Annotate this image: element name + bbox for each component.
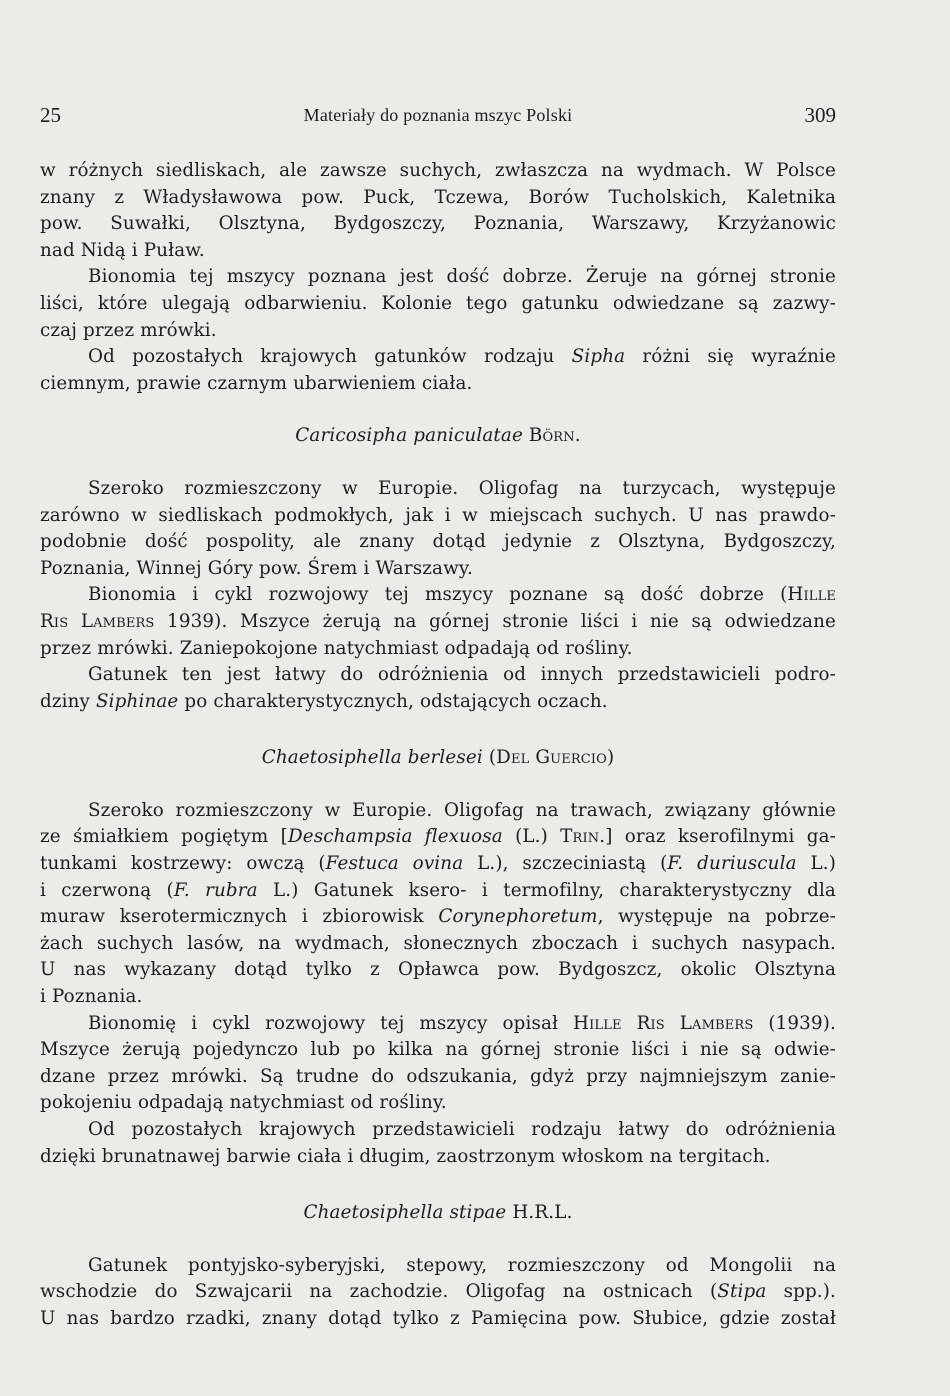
text-span: L.), szczeciniastą ( bbox=[463, 853, 668, 875]
text-span: Od pozostałych krajowych gatunków rodzaju bbox=[88, 346, 572, 368]
paragraph-differentiation-caricosipha bbox=[40, 662, 836, 715]
body-text bbox=[40, 158, 836, 1333]
text-span: dziny bbox=[40, 690, 96, 712]
text-span: i czerwoną ( bbox=[40, 879, 174, 901]
text-line: U nas wykazany dotąd tylko z Opławca pow. Bydgoszcz, okolic Olsztyna bbox=[40, 959, 836, 981]
text-line: zarówno w siedliskach podmokłych, jak i w miejscach suchych. U nas prawdo- bbox=[40, 504, 836, 526]
species-name: Chaetosiphella stipae bbox=[303, 1202, 507, 1224]
author-name: Ris Lambers bbox=[40, 610, 155, 632]
text-line: Gatunek pontyjsko-syberyjski, stepowy, rozmieszczony od Mongolii na bbox=[88, 1254, 836, 1276]
paragraph-differentiation-sipha bbox=[40, 344, 836, 397]
text-line: pokojeniu odpadają natychmiast od rośliny. bbox=[40, 1092, 447, 1114]
text-span: muraw kserotermicznych i zbiorowisk bbox=[40, 906, 439, 928]
text-line: przez mrówki. Zaniepokojone natychmiast odpadają od rośliny. bbox=[40, 637, 633, 659]
text-line bbox=[40, 344, 836, 371]
running-header bbox=[40, 103, 836, 129]
text-span: spp.). bbox=[766, 1281, 837, 1303]
text-span: Bionomia i cykl rozwojowy tej mszycy poznane są dość dobrze ( bbox=[88, 584, 788, 606]
text-line bbox=[40, 878, 836, 905]
author-name: Hille bbox=[787, 584, 836, 606]
text-span: różni się wyraźnie bbox=[625, 346, 836, 368]
text-line: dzane przez mrówki. Są trudne do odszukania, gdyż przy najmniejszym zanie- bbox=[40, 1065, 836, 1087]
text-line: pow. Suwałki, Olsztyna, Bydgoszczy, Poznania, Warszawy, Krzyżanowic bbox=[40, 213, 836, 235]
text-line: znany z Władysławowa pow. Puck, Tczewa, Borów Tucholskich, Kaletnika bbox=[40, 186, 836, 208]
text-line: liści, które ulegają odbarwieniu. Kolonie tego gatunku odwiedzane są zazwy- bbox=[40, 292, 836, 314]
text-line bbox=[40, 824, 836, 851]
text-span: ( bbox=[488, 747, 497, 769]
paragraph-bionomia-chaetosiphella-berlesei bbox=[40, 1011, 836, 1117]
genus-name: Sipha bbox=[571, 346, 626, 368]
text-span: L.) Gatunek ksero- i termofilny, charakterystyczny dla bbox=[257, 879, 836, 901]
text-span: , występuje na pobrze- bbox=[597, 906, 836, 928]
text-span: po charakterystycznych, odstających oczach. bbox=[178, 690, 608, 712]
text-line: Bionomia tej mszycy poznana jest dość dobrze. Żeruje na górnej stronie bbox=[88, 266, 836, 288]
text-span: (L.) bbox=[502, 826, 561, 848]
text-line: U nas bardzo rzadki, znany dotąd tylko z Pamięcina pow. Słubice, gdzie został bbox=[40, 1307, 836, 1329]
text-span: ] oraz kserofilnymi ga- bbox=[605, 826, 836, 848]
plant-name: F. duriuscula bbox=[667, 853, 797, 875]
text-span: ) bbox=[606, 747, 615, 769]
plant-name: Festuca ovina bbox=[325, 853, 464, 875]
text-line: podobnie dość pospolity, ale znany dotąd jedynie z Olsztyna, Bydgoszczy, bbox=[40, 531, 836, 553]
text-line: Szeroko rozmieszczony w Europie. Oligofag na turzycach, występuje bbox=[88, 477, 836, 499]
text-line: żach suchych lasów, na wydmach, słonecznych zboczach i suchych nasypach. bbox=[40, 932, 836, 954]
text-line bbox=[40, 1011, 836, 1038]
text-line: Szeroko rozmieszczony w Europie. Oligofag na trawach, związany głównie bbox=[88, 799, 836, 821]
author-name: Trin. bbox=[560, 826, 606, 848]
text-line bbox=[40, 609, 836, 636]
paragraph-distribution-chaetosiphella-stipae bbox=[40, 1253, 836, 1333]
text-span: (1939). bbox=[753, 1012, 836, 1034]
author-name: Hille Ris Lambers bbox=[573, 1012, 754, 1034]
text-line bbox=[40, 1279, 836, 1306]
subfamily-name: Siphinae bbox=[96, 690, 179, 712]
text-span: wschodzie do Szwajcarii na zachodzie. Oligofag na ostnicach ( bbox=[40, 1281, 718, 1303]
text-line bbox=[40, 904, 836, 931]
species-author: Börn. bbox=[528, 425, 581, 447]
text-line: Mszyce żerują pojedynczo lub po kilka na górnej stronie liści i nie są odwie- bbox=[40, 1039, 836, 1061]
text-line: Od pozostałych krajowych przedstawicieli rodzaju łatwy do odróżnienia bbox=[88, 1119, 836, 1140]
text-line: czaj przez mrówki. bbox=[40, 319, 217, 341]
text-line: nad Nidą i Puław. bbox=[40, 239, 205, 261]
text-line bbox=[40, 582, 836, 609]
text-span: L.) bbox=[796, 853, 837, 875]
section-number: 25 bbox=[40, 103, 61, 127]
paragraph-differentiation-chaetosiphella bbox=[40, 1117, 836, 1170]
text-line: ciemnym, prawie czarnym ubarwieniem ciała. bbox=[40, 372, 473, 394]
plant-name: Stipa bbox=[717, 1281, 767, 1303]
text-span: ze śmiałkiem pogiętym [ bbox=[40, 826, 288, 848]
paragraph-bionomia-caricosipha bbox=[40, 582, 836, 662]
text-line bbox=[40, 851, 836, 878]
text-line: i Poznania. bbox=[40, 986, 143, 1008]
text-line: Gatunek ten jest łatwy do odróżnienia od innych przedstawicieli podro- bbox=[88, 664, 836, 686]
species-heading bbox=[40, 1200, 836, 1227]
plant-name: Deschampsia flexuosa bbox=[287, 826, 503, 848]
plant-community-name: Corynephoretum bbox=[438, 906, 598, 928]
running-title: Materiały do poznania mszyc Polski bbox=[303, 105, 573, 125]
species-heading bbox=[40, 423, 836, 450]
plant-name: F. rubra bbox=[173, 879, 258, 901]
text-line bbox=[40, 689, 836, 716]
paragraph-continuation bbox=[40, 158, 836, 264]
species-name: Caricosipha paniculatae bbox=[295, 425, 523, 447]
species-heading bbox=[40, 745, 836, 772]
species-author: Del Guercio bbox=[496, 747, 607, 769]
paragraph-bionomia-sipha bbox=[40, 264, 836, 344]
paragraph-distribution-chaetosiphella-berlesei bbox=[40, 798, 836, 1011]
page-number: 309 bbox=[804, 103, 836, 127]
text-line: w różnych siedliskach, ale zawsze suchych, zwłaszcza na wydmach. W Polsce bbox=[40, 160, 836, 181]
text-span: tunkami kostrzewy: owczą ( bbox=[40, 853, 326, 875]
text-span: Bionomię i cykl rozwojowy tej mszycy opisał bbox=[88, 1012, 574, 1034]
species-author: H.R.L. bbox=[512, 1202, 573, 1224]
paragraph-distribution-caricosipha bbox=[40, 476, 836, 582]
species-name: Chaetosiphella berlesei bbox=[261, 747, 483, 769]
text-line: dzięki brunatnawej barwie ciała i długim, zaostrzonym włoskom na tergitach. bbox=[40, 1145, 771, 1167]
text-span: 1939). Mszyce żerują na górnej stronie liści i nie są odwiedzane bbox=[154, 610, 836, 632]
text-line: Poznania, Winnej Góry pow. Śrem i Warszawy. bbox=[40, 557, 473, 579]
